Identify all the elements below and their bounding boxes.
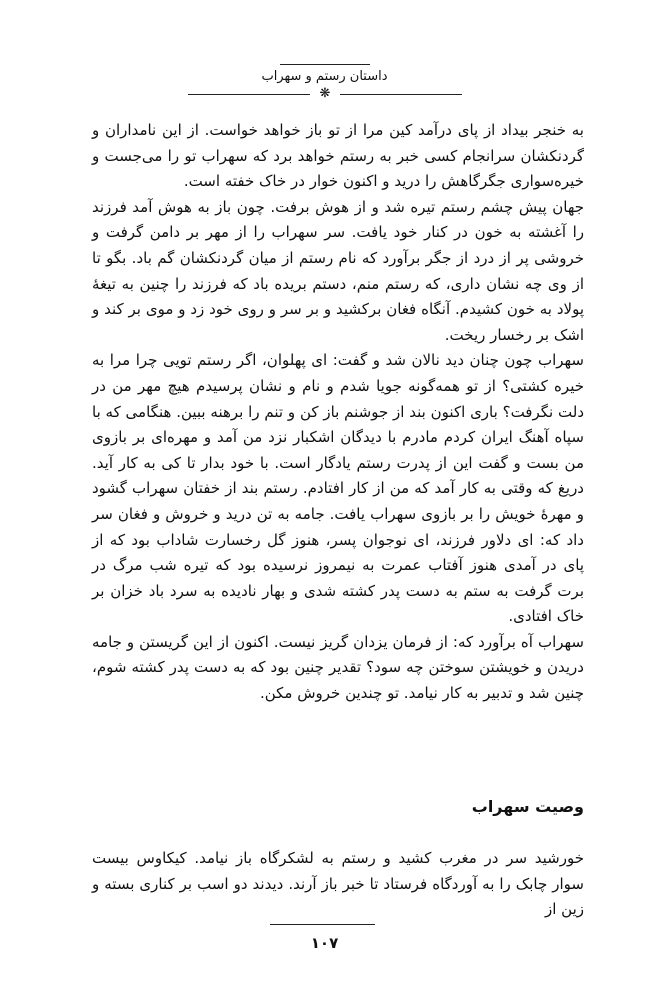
ornament-right-line — [340, 94, 462, 95]
section-heading: وصیت سهراب — [471, 797, 584, 816]
ornament-left-line — [188, 94, 310, 95]
running-title: داستان رستم و سهراب — [261, 69, 388, 84]
header-ornament — [188, 87, 462, 101]
paragraph-1: به خنجر بیداد از پای درآمد کین مرا از تو باز خواهد خواست. از این نامداران و گردنکشان سرانجام کسی خبر به رستم خواهد برد که سهراب تو را می‌جست و خیره‌سواری جگرگاهش را درید و اکنون خوار در خاک خفته است. — [92, 121, 584, 191]
header-top-rule — [280, 64, 370, 65]
page-header — [0, 50, 649, 100]
flower-ornament-icon: ❋ — [319, 86, 331, 101]
section-paragraph: خورشید سر در مغرب کشید و رستم به لشکرگاه باز نیامد. کیکاوس بیست سوار چابک را به آوردگاه فرستاد تا خبر باز آرند. دیدند دو اسب بر کناری بسته و زین از — [92, 849, 584, 919]
paragraph-2: جهان پیش چشم رستم تیره شد و از هوش برفت. چون باز به هوش آمد فرزند را آغشته به خون در کنار خود یافت. سر سهراب را از مهر بر دامن گرفت و خروشی پر از درد از جگر برآورد که نام رستم از میان گردنکشان گم باد. بگو تا از وی چه نشان داری، که رستم منم، دستم بریده باد که فرزند را چنین به تیغهٔ پولاد به خون کشیدم. آنگاه فغان برکشید و بر سر و روی خود زد و موی بر کند و اشک بر رخسار ریخت. — [92, 197, 584, 344]
page-number: ۱۰۷ — [310, 934, 339, 952]
paragraph-4: سهراب آه برآورد که: از فرمان یزدان گریز نیست. اکنون از این گریستن و جامه دریدن و خویشتن سوختن چه سود؟ تقدیر چنین بود که به دست پدر کشته شوم، چنین شد و تدبیر به کار نیامد. تو چندین خروش مکن. — [92, 632, 584, 703]
page-footer — [0, 920, 649, 960]
body-text — [92, 118, 584, 707]
section-body-text — [92, 846, 584, 923]
footer-rule — [270, 924, 375, 925]
paragraph-3: سهراب چون چنان دید نالان شد و گفت: ای پهلوان، اگر رستم تویی چرا مرا به خیره کشتی؟ از تو همه‌گونه جویا شدم و نام و نشان پرسیدم هیچ مهر من در دلت نگرفت؟ باری اکنون بند از جوشنم باز کن و تنم را برهنه ببین. هنگامی که با سپاه آهنگ ایران کردم مادرم با دیدگان اشکبار نزد من آمد و مهره‌ای بر بازوی من بست و گفت این از پدرت رستم یادگار است. با خود بدار تا کی به کار آید. دریغ که وقتی به کار آمد که من از کار افتادم. رستم بند از خفتان سهراب گشود و مهرهٔ خویش را بر بازوی سهراب یافت. جامه به تن درید و خروش و فغان سر داد که: ای دلاور فرزند، ای نوجوان پسر، هنوز گل رخسارت شاداب بود که از پای در آمدی هنوز آفتاب عمرت به نیمروز نرسیده بود که تیره شب مرگ در برت گرفت به ستم به دست پدر کشته شدی و بهار نادیده به سرد باد خزان بر خاک افتادی. — [92, 351, 584, 626]
